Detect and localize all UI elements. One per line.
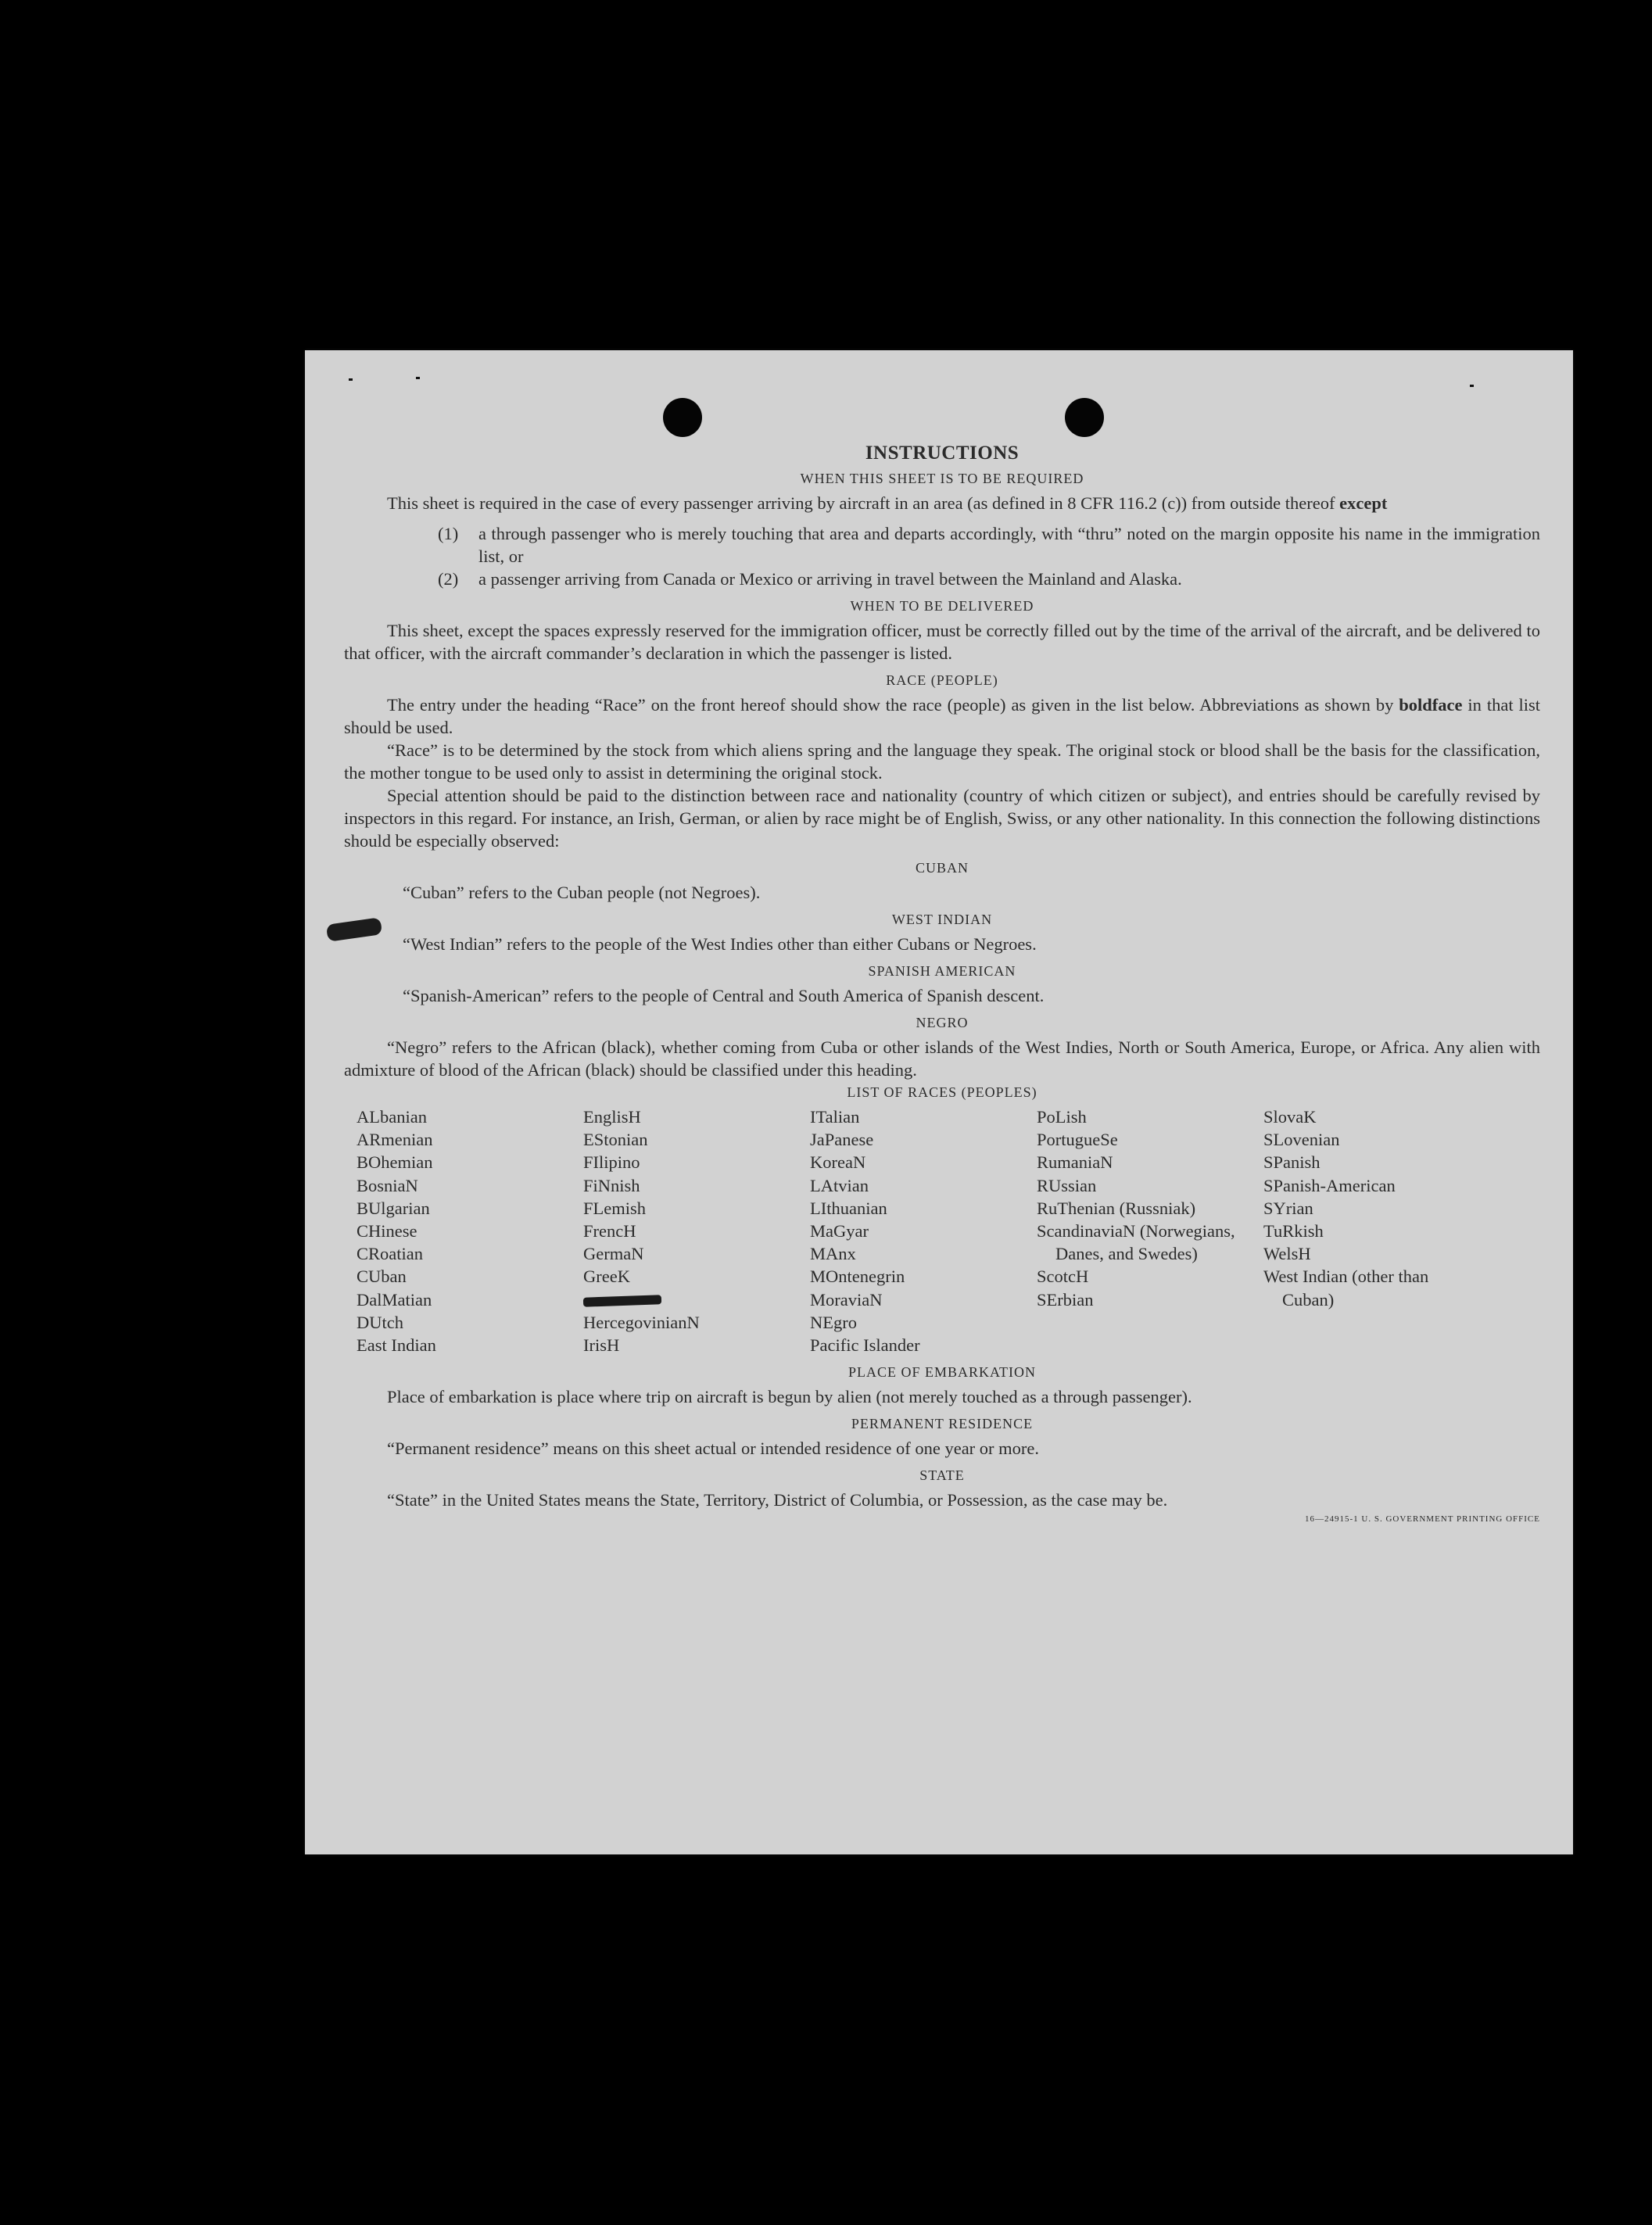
section-heading-race: RACE (PEOPLE) bbox=[886, 672, 998, 688]
race-item: MOntenegrin bbox=[810, 1267, 905, 1287]
race-item: KoreaN bbox=[810, 1152, 866, 1173]
race-item: WelsH bbox=[1263, 1244, 1311, 1264]
section-heading-spanish-american: SPANISH AMERICAN bbox=[868, 963, 1016, 979]
race-item: GreeK bbox=[583, 1267, 630, 1287]
print-code-row bbox=[344, 1511, 1540, 1525]
race-column-5 bbox=[1263, 1105, 1475, 1356]
instruction-sheet bbox=[305, 350, 1573, 1854]
race-item: SPanish-American bbox=[1263, 1175, 1396, 1195]
race-item: GermaN bbox=[583, 1244, 644, 1264]
embarkation-paragraph: Place of embarkation is place where trip on aircraft is begun by alien (not merely touched as a through passenger). bbox=[387, 1387, 1192, 1407]
race-text: The entry under the heading “Race” on the front hereof should show the race (people) as given in the list below. Abbreviations as shown by bbox=[387, 695, 1394, 715]
race-item: CHinese bbox=[357, 1221, 417, 1241]
race-item: ALbanian bbox=[357, 1107, 427, 1127]
section-heading-negro: NEGRO bbox=[916, 1015, 969, 1030]
required-intro-text: This sheet is required in the case of every passenger arriving by aircraft in an area (as defined in 8 CFR 116.2 (c)) from outside thereof bbox=[387, 493, 1335, 513]
section-heading-embarkation: PLACE OF EMBARKATION bbox=[848, 1364, 1037, 1381]
race-item: MaGyar bbox=[810, 1221, 869, 1241]
race-item-struck-out bbox=[583, 1288, 810, 1311]
state-paragraph: “State” in the United States means the State, Territory, District of Columbia, or Possession, as the case may be. bbox=[387, 1490, 1168, 1510]
race-item: RUssian bbox=[1037, 1175, 1097, 1195]
item-number: (1) bbox=[438, 524, 459, 543]
race-item: HercegovinianN bbox=[583, 1312, 700, 1332]
paper-speck bbox=[349, 378, 353, 381]
race-text: in that list should be used. bbox=[344, 695, 1541, 737]
race-item: SYrian bbox=[1263, 1198, 1313, 1218]
race-item: CRoatian bbox=[357, 1244, 423, 1264]
spanish-american-paragraph: “Spanish-American” refers to the people of Central and South America of Spanish descent. bbox=[403, 986, 1045, 1005]
race-item: MAnx bbox=[810, 1244, 856, 1264]
race-item: BOhemian bbox=[357, 1152, 433, 1173]
paper-speck bbox=[416, 377, 420, 379]
race-item: ARmenian bbox=[357, 1130, 433, 1150]
race-item: DUtch bbox=[357, 1312, 403, 1332]
race-item: LAtvian bbox=[810, 1175, 869, 1195]
race-item: West Indian (other than Cuban) bbox=[1263, 1267, 1429, 1310]
race-item: ITalian bbox=[810, 1107, 860, 1127]
race-item: ScandinaviaN (Norwegians, Danes, and Swedes) bbox=[1037, 1221, 1235, 1264]
race-item: SlovaK bbox=[1263, 1107, 1317, 1127]
race-item: JaPanese bbox=[810, 1130, 874, 1150]
race-item: RuThenian (Russniak) bbox=[1037, 1198, 1196, 1218]
print-code: 16—24915-1 U. S. GOVERNMENT PRINTING OFFICE bbox=[1304, 1514, 1540, 1525]
punch-hole-right bbox=[1065, 398, 1104, 437]
page-title: INSTRUCTIONS bbox=[865, 442, 1020, 464]
section-heading-required: WHEN THIS SHEET IS TO BE REQUIRED bbox=[800, 471, 1084, 486]
required-paragraph bbox=[344, 492, 1540, 514]
list-item bbox=[438, 522, 1540, 568]
section-heading-delivered: WHEN TO BE DELIVERED bbox=[850, 598, 1034, 614]
race-item: IrisH bbox=[583, 1335, 620, 1356]
paper-speck bbox=[1470, 385, 1474, 387]
instructions-content bbox=[344, 442, 1540, 1525]
cuban-paragraph: “Cuban” refers to the Cuban people (not Negroes). bbox=[403, 883, 761, 902]
race-item: MoraviaN bbox=[810, 1289, 883, 1310]
race-item: SErbian bbox=[1037, 1289, 1094, 1310]
race-item: PoLish bbox=[1037, 1107, 1087, 1127]
race-item: SPanish bbox=[1263, 1152, 1321, 1173]
race-item: CUban bbox=[357, 1267, 407, 1287]
race-item: NEgro bbox=[810, 1312, 857, 1332]
race-item: FLemish bbox=[583, 1198, 647, 1218]
west-indian-paragraph: “West Indian” refers to the people of the West Indies other than either Cubans or Negroes. bbox=[403, 934, 1037, 954]
race-paragraph-2: “Race” is to be determined by the stock from which aliens spring and the language they speak. The original stock or blood shall be the basis for the classification, the mother tongue to be used only to assist in determining the original stock. bbox=[344, 740, 1540, 783]
race-column-3 bbox=[810, 1105, 1037, 1356]
race-item: FrencH bbox=[583, 1221, 636, 1241]
race-item: FIlipino bbox=[583, 1152, 640, 1173]
race-item: TuRkish bbox=[1263, 1221, 1324, 1241]
race-item: ScotcH bbox=[1037, 1267, 1089, 1287]
race-item: Pacific Islander bbox=[810, 1335, 920, 1356]
required-except-text: except bbox=[1339, 493, 1388, 513]
state-footer-row bbox=[344, 1489, 1540, 1511]
scribble-mark bbox=[583, 1295, 661, 1306]
race-item: EnglisH bbox=[583, 1107, 641, 1127]
item-number: (2) bbox=[438, 569, 459, 589]
race-text: Special attention should be paid to the distinction between race and nationality (country of which citizen or subject), and entries should be carefully revised by inspectors in this regard. For instance, an Irish, German, or bbox=[344, 786, 1540, 828]
race-paragraph-1 bbox=[344, 693, 1540, 739]
race-text: alien by race might be of English, Swiss, or any other nationality. In this connection the following distinctions should be especially observed: bbox=[344, 808, 1541, 851]
negro-paragraph: “Negro” refers to the African (black), whether coming from Cuba or other islands of the West Indies, North or South America, Europe, or Africa. Any alien with admixture of blood of the African (black) should be classified under this heading. bbox=[344, 1037, 1540, 1080]
delivered-paragraph: This sheet, except the spaces expressly reserved for the immigration officer, must be correctly filled out by the time of the arrival of the aircraft, and be delivered to that officer, with the aircraft commander’s declaration in which the passenger is listed. bbox=[344, 621, 1540, 663]
section-heading-residence: PERMANENT RESIDENCE bbox=[851, 1416, 1034, 1432]
item-text: a passenger arriving from Canada or Mexico or arriving in travel between the Mainland and Alaska. bbox=[478, 569, 1182, 589]
race-column-1 bbox=[357, 1105, 583, 1356]
race-item: RumaniaN bbox=[1037, 1152, 1113, 1173]
section-heading-list-of-races: LIST OF RACES (PEOPLES) bbox=[847, 1084, 1037, 1100]
race-item: East Indian bbox=[357, 1335, 436, 1356]
race-item: SLovenian bbox=[1263, 1130, 1340, 1150]
list-item bbox=[438, 568, 1540, 590]
section-heading-cuban: CUBAN bbox=[915, 860, 969, 876]
race-item: DalMatian bbox=[357, 1289, 432, 1310]
race-column-2 bbox=[583, 1105, 810, 1356]
race-item: PortugueSe bbox=[1037, 1130, 1118, 1150]
race-paragraph-3 bbox=[344, 784, 1540, 852]
race-item: FiNnish bbox=[583, 1175, 640, 1195]
race-column-4 bbox=[1037, 1105, 1263, 1356]
section-heading-state: STATE bbox=[919, 1467, 965, 1484]
race-bold-text: boldface bbox=[1399, 695, 1463, 715]
section-heading-west-indian: WEST INDIAN bbox=[891, 912, 993, 927]
race-list bbox=[357, 1105, 1540, 1356]
race-item: LIthuanian bbox=[810, 1198, 887, 1218]
race-item: BosniaN bbox=[357, 1175, 418, 1195]
residence-paragraph: “Permanent residence” means on this sheet actual or intended residence of one year or more. bbox=[387, 1439, 1040, 1459]
punch-hole-left bbox=[663, 398, 702, 437]
race-item: EStonian bbox=[583, 1130, 648, 1150]
race-item: BUlgarian bbox=[357, 1198, 430, 1218]
item-text: a through passenger who is merely touching that area and departs accordingly, with “thru” noted on the margin opposite his name in the immigration list, or bbox=[478, 524, 1540, 566]
